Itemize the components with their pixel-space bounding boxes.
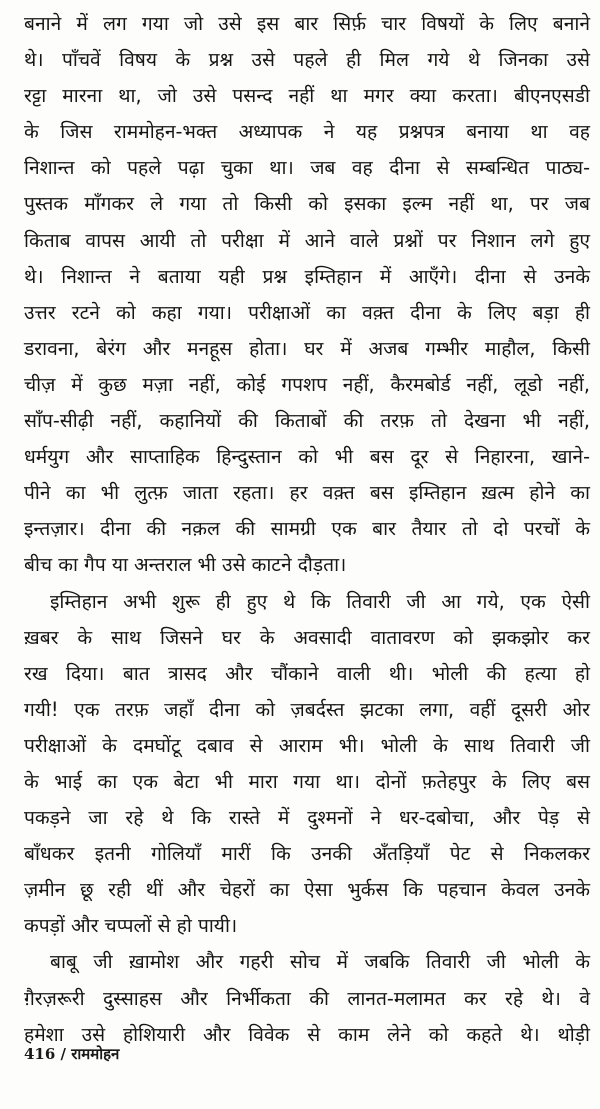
paragraph-1 xyxy=(24,6,590,584)
text-line: पुस्तक माँगकर ले गया तो किसी को इसका इल्म नहीं था, पर जब xyxy=(24,192,590,216)
text-line: बाँधकर इतनी गोलियाँ मारीं कि उनकी अँतड़ियाँ पेट से निकलकर xyxy=(24,842,590,866)
text-line: बीच का गैप या अन्तराल भी उसे काटने दौड़ता। xyxy=(24,553,347,577)
text-line: साँप-सीढ़ी नहीं, कहानियों की किताबों की तरफ़ तो देखना भी नहीं, xyxy=(24,409,590,433)
text-line: परीक्षाओं के दमघोंटू दबाव से आराम भी। भोली के साथ तिवारी जी xyxy=(24,733,590,757)
text-line: थे। पाँचवें विषय के प्रश्न उसे पहले ही मिल गये थे जिनका उसे xyxy=(24,48,590,72)
text-line: बाबू जी ख़ामोश और गहरी सोच में जबकि तिवारी जी भोली के xyxy=(50,950,590,974)
text-line: इम्तिहान अभी शुरू ही हुए थे कि तिवारी जी आ गये, एक ऐसी xyxy=(50,589,590,613)
text-line: के भाई का एक बेटा भी मारा गया था। दोनों फ़तेहपुर के लिए बस xyxy=(24,769,590,793)
text-line: के जिस राममोहन-भक्त अध्यापक ने यह प्रश्नपत्र बनाया था वह xyxy=(24,120,590,144)
body-text xyxy=(24,6,590,1053)
text-line: बनाने में लग गया जो उसे इस बार सिर्फ़ चार विषयों के लिए बनाने xyxy=(24,12,590,35)
text-line: गयी! एक तरफ़ जहाँ दीना को ज़बर्दस्त झटका लगा, वहीं दूसरी ओर xyxy=(24,697,590,721)
text-line: हमेशा उसे होशियारी और विवेक से काम लेने को कहते थे। थोड़ी xyxy=(24,1022,590,1046)
text-line: ज़मीन छू रही थीं और चेहरों का ऐसा भुर्कस कि पहचान केवल उनके xyxy=(24,878,590,902)
text-line: चीज़ में कुछ मज़ा नहीं, कोई गपशप नहीं, कैरमबोर्ड नहीं, लूडो नहीं, xyxy=(24,372,590,396)
text-line: धर्मयुग और साप्ताहिक हिन्दुस्तान को भी बस दूर से निहारना, खाने- xyxy=(24,445,590,469)
text-line: ख़बर के साथ जिसने घर के अवसादी वातावरण को झकझोर कर xyxy=(24,625,590,649)
text-line: निशान्त को पहले पढ़ा चुका था। जब वह दीना से सम्बन्धित पाठ्य- xyxy=(24,156,590,180)
text-line: कपड़ों और चप्पलों से हो पायी। xyxy=(24,914,238,938)
text-line: उत्तर रटने को कहा गया। परीक्षाओं का वक़्त दीना के लिए बड़ा ही xyxy=(24,300,590,324)
text-line: किताब वापस आयी तो परीक्षा में आने वाले प्रश्नों पर निशान लगे हुए xyxy=(24,228,590,252)
text-line: पीने का भी लुत्फ़ जाता रहता। हर वक़्त बस इम्तिहान ख़त्म होने का xyxy=(24,481,590,505)
text-line: ग़ैरज़रूरी दुस्साहस और निर्भीकता की लानत-मलामत कर रहे थे। वे xyxy=(24,986,590,1010)
paragraph-3 xyxy=(24,944,590,1052)
text-line: रख दिया। बात त्रासद और चौंकाने वाली थी। भोली की हत्या हो xyxy=(24,661,590,685)
text-line: थे। निशान्त ने बताया यही प्रश्न इम्तिहान में आएँगे। दीना से उनके xyxy=(24,264,590,288)
text-line: इन्तज़ार। दीना की नक़ल की सामग्री एक बार तैयार तो दो परचों के xyxy=(24,517,590,541)
text-line: रट्टा मारना था, जो उसे पसन्द नहीं था मगर क्या करता। बीएनएसडी xyxy=(24,84,590,108)
text-line: पकड़ने जा रहे थे कि रास्ते में दुश्मनों ने धर-दबोचा, और पेड़ से xyxy=(24,806,590,830)
paragraph-2 xyxy=(24,584,590,945)
page-footer: 416 / राममोहन xyxy=(24,1045,120,1063)
text-line: डरावना, बेरंग और मनहूस होता। घर में अजब गम्भीर माहौल, किसी xyxy=(24,336,590,360)
